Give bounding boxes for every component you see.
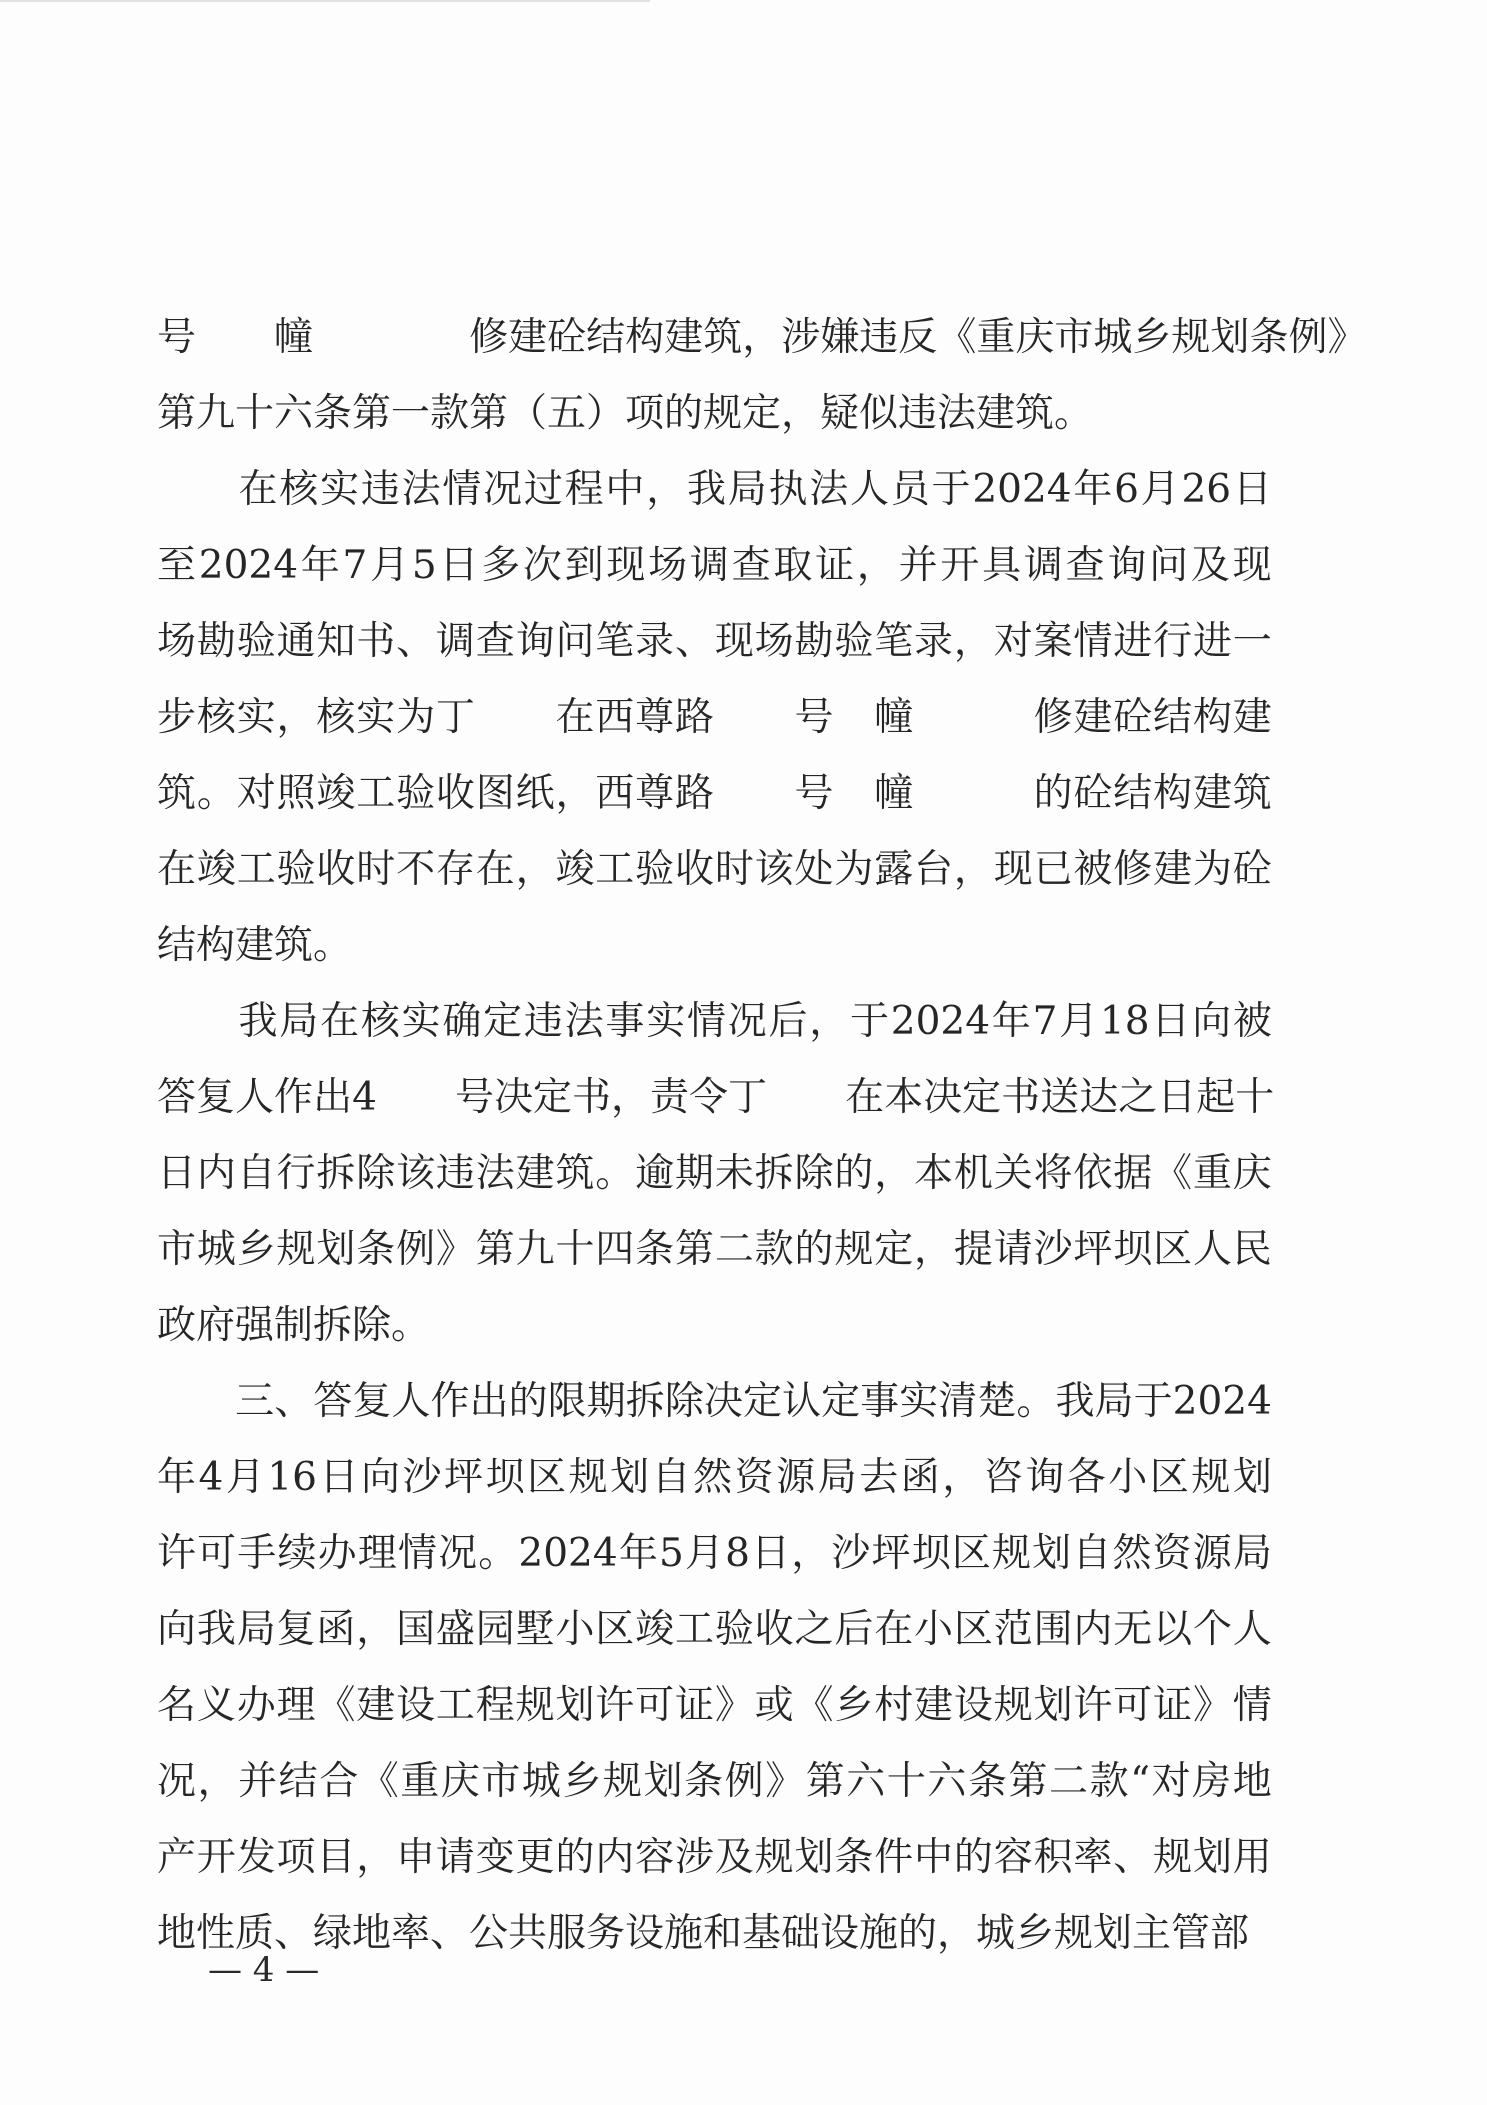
text-line: 号 幢 修 建 砼 结 构 建 筑 ， 涉 嫌 违 反 《 重 庆 市 城 乡 规 划 条 例 》 (157, 315, 1367, 360)
text-line: 在 竣 工 验 收 时 不 存 在 ， 竣 工 验 收 时 该 处 为 露 台 ， 现 已 被 修 建 为 砼 (157, 847, 1272, 892)
text-line: 政府强制拆除。 (157, 1303, 431, 1348)
document-body (157, 300, 1367, 1972)
paragraph (157, 300, 1367, 452)
text-line: 三 、 答 复 人 作 出 的 限 期 拆 除 决 定 认 定 事 实 清 楚 。 我 局 于 2024 (235, 1379, 1272, 1424)
text-line: 至 2024 年 7 月 5 日 多 次 到 现 场 调 查 取 证 ， 并 开 具 调 查 询 问 及 现 (157, 543, 1272, 588)
paragraph (157, 984, 1275, 1364)
paragraph (157, 452, 1272, 984)
text-line: 结构建筑。 (157, 923, 353, 968)
text-line: 在 核 实 违 法 情 况 过 程 中 ， 我 局 执 法 人 员 于 2024 年 6 月 26 日 (238, 467, 1272, 512)
text-line: 筑 。 对 照 竣 工 验 收 图 纸 ， 西 尊 路 号 幢 的 砼 结 构 建 筑 (157, 771, 1272, 816)
text-line: 许 可 手 续 办 理 情 况 。 2024 年 5 月 8 日 ， 沙 坪 坝 区 规 划 自 然 资 源 局 (157, 1531, 1272, 1576)
text-line: 年 4 月 16 日 向 沙 坪 坝 区 规 划 自 然 资 源 局 去 函 ， 咨 询 各 小 区 规 划 (157, 1455, 1272, 1500)
text-line: 向 我 局 复 函 ， 国 盛 园 墅 小 区 竣 工 验 收 之 后 在 小 区 范 围 内 无 以 个 人 (157, 1607, 1272, 1652)
text-line: 步 核 实 ， 核 实 为 丁 在 西 尊 路 号 幢 修 建 砼 结 构 建 (157, 695, 1272, 740)
text-line: 地性质、绿地率、公共服务设施和基础设施的，城乡规划主管部 (157, 1911, 1250, 1956)
paragraph (157, 1364, 1272, 1972)
text-line: 名 义 办 理 《 建 设 工 程 规 划 许 可 证 》 或 《 乡 村 建 设 规 划 许 可 证 》 情 (157, 1683, 1272, 1728)
scan-edge-shadow (0, 0, 650, 12)
text-line: 我 局 在 核 实 确 定 违 法 事 实 情 况 后 ， 于 2024 年 7 月 18 日 向 被 (238, 999, 1272, 1044)
text-line: 第九十六条第一款第（五）项的规定，疑似违法建筑。 (157, 391, 1094, 436)
text-line: 产 开 发 项 目 ， 申 请 变 更 的 内 容 涉 及 规 划 条 件 中 的 容 积 率 、 规 划 用 (157, 1835, 1272, 1880)
text-line: 况 ， 并 结 合 《 重 庆 市 城 乡 规 划 条 例 》 第 六 十 六 条 第 二 款 “ 对 房 地 (157, 1759, 1272, 1804)
text-line: 答 复 人 作 出 4 号 决 定 书 ， 责 令 丁 在 本 决 定 书 送 达 之 日 起 十 (157, 1075, 1275, 1120)
text-line: 场 勘 验 通 知 书 、 调 查 询 问 笔 录 、 现 场 勘 验 笔 录 ， 对 案 情 进 行 进 一 (157, 619, 1272, 664)
page-number: — 4 — (208, 1950, 320, 1990)
text-line: 日 内 自 行 拆 除 该 违 法 建 筑 。 逾 期 未 拆 除 的 ， 本 机 关 将 依 据 《 重 庆 (157, 1151, 1272, 1196)
text-line: 市 城 乡 规 划 条 例 》 第 九 十 四 条 第 二 款 的 规 定 ， 提 请 沙 坪 坝 区 人 民 (157, 1227, 1272, 1272)
